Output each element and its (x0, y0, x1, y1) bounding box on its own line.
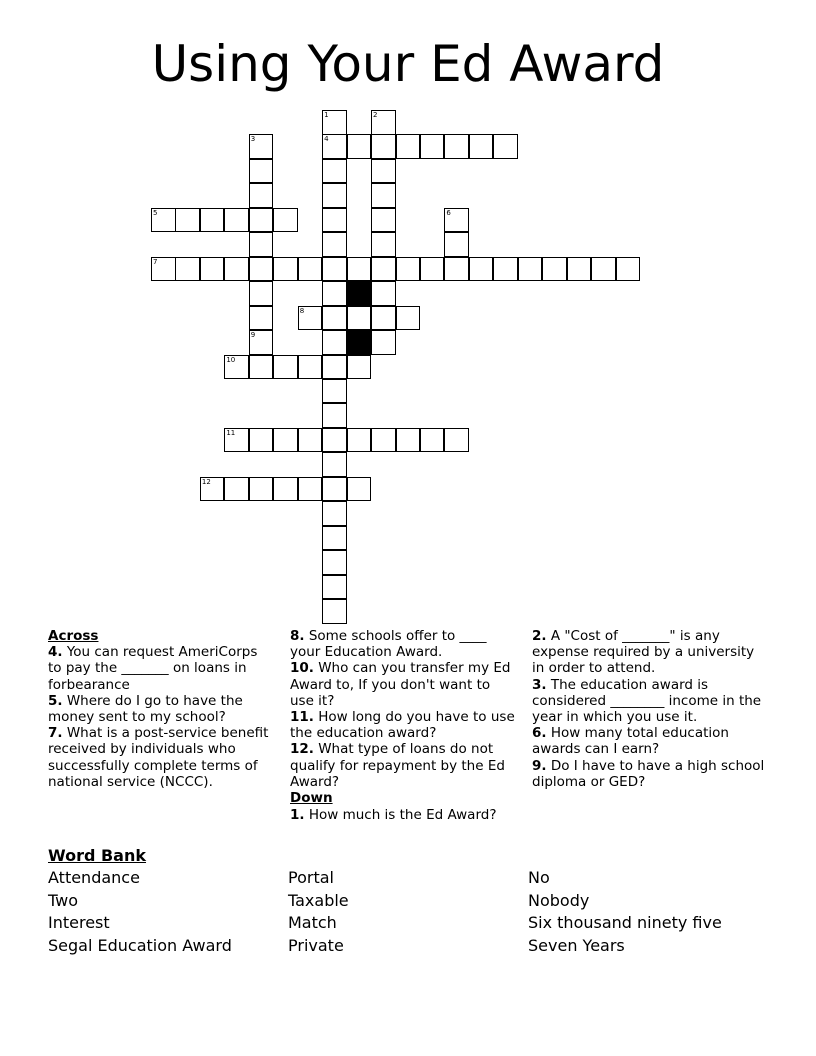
grid-cell[interactable] (518, 257, 543, 282)
clue-text: How much is the Ed Award? (304, 807, 497, 824)
clue-text: The education award is considered ________ income in the year in which you use it. (532, 676, 762, 726)
grid-cell[interactable] (273, 208, 298, 233)
grid-cell[interactable] (322, 599, 347, 624)
grid-cell[interactable] (347, 257, 372, 282)
grid-cell[interactable] (249, 330, 274, 355)
word-bank-column-1 (48, 867, 232, 958)
grid-cell[interactable] (371, 159, 396, 184)
grid-cell[interactable] (151, 257, 176, 282)
grid-cell[interactable] (371, 208, 396, 233)
word-bank-item: Private (288, 936, 344, 956)
grid-cell[interactable] (322, 257, 347, 282)
clues-column-1 (48, 628, 273, 790)
grid-cell[interactable] (273, 257, 298, 282)
grid-cell[interactable] (151, 208, 176, 233)
grid-cell[interactable] (273, 477, 298, 502)
cell-number: 7 (153, 257, 158, 266)
grid-cell[interactable] (273, 355, 298, 380)
grid-cell[interactable] (371, 183, 396, 208)
grid-cell[interactable] (616, 257, 641, 282)
grid-cell[interactable] (591, 257, 616, 282)
clue-text: You can request AmeriCorps to pay the _______ on loans in forbearance (48, 644, 258, 693)
down-heading: Down (290, 790, 333, 807)
clue-text: What type of loans do not qualify for repayment by the Ed Award? (290, 741, 505, 790)
cell-number: 1 (324, 111, 329, 119)
clue (532, 725, 770, 757)
grid-cell[interactable] (249, 208, 274, 233)
grid-cell[interactable] (224, 257, 249, 282)
grid-cell[interactable] (322, 134, 347, 159)
grid-cell[interactable] (469, 257, 494, 282)
grid-cell[interactable] (322, 281, 347, 306)
grid-cell[interactable] (249, 134, 274, 159)
grid-cell[interactable] (322, 428, 347, 453)
clue (290, 660, 518, 709)
clue-text: How many total education awards can I earn? (532, 725, 729, 758)
across-clue-list-1 (48, 644, 273, 790)
grid-cell[interactable] (347, 306, 372, 331)
grid-cell[interactable] (322, 526, 347, 551)
word-bank-column-3 (528, 867, 722, 958)
clue (290, 807, 518, 823)
grid-cell[interactable] (420, 257, 445, 282)
word-bank-item: Portal (288, 868, 334, 887)
word-bank-column-2 (288, 867, 349, 958)
grid-cell[interactable] (371, 306, 396, 331)
grid-cell[interactable] (322, 501, 347, 526)
clue-text: Do I have to have a high school diploma or GED? (532, 757, 765, 790)
grid-cell[interactable] (249, 477, 274, 502)
clue-number: 7. (48, 725, 63, 742)
across-clue-list-2 (290, 628, 518, 790)
grid-cell[interactable] (249, 159, 274, 184)
grid-cell[interactable] (371, 232, 396, 257)
grid-cell[interactable] (200, 257, 225, 282)
grid-cell[interactable] (322, 208, 347, 233)
grid-cell[interactable] (322, 477, 347, 502)
clue-text: A "Cost of _______" is any expense required by a university in order to attend. (532, 628, 755, 677)
clue-text: How long do you have to use the education award? (290, 709, 515, 742)
grid-cell[interactable] (298, 477, 323, 502)
grid-cell[interactable] (322, 575, 347, 600)
grid-cell[interactable] (175, 208, 200, 233)
grid-cell[interactable] (469, 134, 494, 159)
grid-cell[interactable] (347, 134, 372, 159)
cell-number: 11 (226, 428, 236, 437)
clue-number: 9. (532, 757, 547, 774)
down-clue-list-1 (290, 807, 518, 823)
clue (290, 628, 518, 660)
grid-cell[interactable] (396, 428, 421, 453)
word-bank-item: Six thousand ninety five (528, 913, 722, 933)
clue (48, 693, 273, 725)
grid-cell[interactable] (371, 281, 396, 306)
grid-cell[interactable] (444, 232, 469, 257)
grid-cell[interactable] (224, 355, 249, 380)
grid-cell[interactable] (347, 428, 372, 453)
grid-cell[interactable] (273, 428, 298, 453)
grid-cell[interactable] (420, 134, 445, 159)
grid-cell[interactable] (322, 232, 347, 257)
clues-column-3 (532, 628, 770, 790)
cell-number: 4 (324, 135, 329, 144)
grid-cell[interactable] (493, 134, 518, 159)
grid-cell[interactable] (322, 403, 347, 428)
grid-cell[interactable] (444, 257, 469, 282)
grid-cell[interactable] (493, 257, 518, 282)
grid-cell[interactable] (371, 257, 396, 282)
word-bank-item: Two (48, 890, 78, 910)
grid-cell[interactable] (249, 355, 274, 380)
grid-cell[interactable] (298, 428, 323, 453)
grid-cell[interactable] (396, 306, 421, 331)
grid-cell[interactable] (420, 428, 445, 453)
clue-number: 4. (48, 644, 63, 661)
grid-cell[interactable] (249, 183, 274, 208)
cell-number: 8 (299, 306, 305, 315)
grid-cell[interactable] (371, 110, 396, 135)
cell-number: 9 (250, 331, 256, 340)
grid-cell[interactable] (200, 208, 225, 233)
clue-text: Some schools offer to ____ your Education Award. (290, 628, 487, 661)
grid-cell[interactable] (371, 428, 396, 453)
grid-cell[interactable] (396, 257, 421, 282)
clue-number: 10. (290, 660, 314, 677)
word-bank-heading: Word Bank (48, 846, 147, 865)
cell-number: 3 (250, 135, 256, 144)
grid-cell[interactable] (542, 257, 567, 282)
grid-cell[interactable] (298, 306, 323, 331)
grid-cell[interactable] (347, 355, 372, 380)
clue-text: Where do I go to have the money sent to my school? (48, 692, 243, 726)
clue (532, 758, 770, 790)
word-bank-item: Taxable (288, 890, 349, 910)
grid-cell[interactable] (298, 257, 323, 282)
cell-number: 6 (446, 208, 451, 217)
clue-number: 2. (532, 628, 547, 644)
grid-cell[interactable] (444, 134, 469, 159)
grid-cell[interactable] (322, 550, 347, 575)
clue-number: 1. (290, 807, 305, 824)
black-cell (347, 281, 372, 306)
grid-cell[interactable] (322, 110, 347, 135)
grid-cell[interactable] (322, 355, 347, 380)
grid-cell[interactable] (224, 477, 249, 502)
grid-cell[interactable] (322, 159, 347, 184)
black-cell (347, 330, 372, 355)
cell-number: 10 (226, 355, 236, 364)
across-heading: Across (48, 628, 99, 644)
cell-number: 2 (373, 111, 378, 119)
clue-text: What is a post-service benefit received by individuals who successfully complete terms of national service (NCCC). (48, 725, 269, 790)
grid-cell[interactable] (347, 477, 372, 502)
page-title: Using Your Ed Award (151, 35, 665, 93)
grid-cell[interactable] (249, 281, 274, 306)
grid-cell[interactable] (444, 208, 469, 233)
grid-cell[interactable] (371, 330, 396, 355)
cell-number: 5 (153, 208, 158, 217)
grid-cell[interactable] (249, 257, 274, 282)
clue (48, 644, 273, 693)
grid-cell[interactable] (444, 428, 469, 453)
grid-cell[interactable] (322, 183, 347, 208)
clue (532, 628, 770, 677)
clue (290, 709, 518, 741)
grid-cell[interactable] (371, 134, 396, 159)
grid-cell[interactable] (249, 428, 274, 453)
grid-cell[interactable] (200, 477, 225, 502)
clue-number: 11. (290, 709, 314, 726)
clue-number: 8. (290, 628, 305, 644)
word-bank-item: Segal Education Award (48, 936, 232, 956)
clue-number: 3. (532, 676, 547, 693)
grid-cell[interactable] (322, 330, 347, 355)
clue (48, 725, 273, 790)
clue (290, 741, 518, 790)
word-bank-item: Attendance (48, 868, 140, 887)
grid-cell[interactable] (224, 428, 249, 453)
down-clue-list-2 (532, 628, 770, 790)
clue (532, 677, 770, 726)
grid-cell[interactable] (567, 257, 592, 282)
clues-column-2 (290, 628, 518, 823)
word-bank-item: No (528, 868, 550, 887)
word-bank-item: Nobody (528, 890, 590, 910)
grid-cell[interactable] (175, 257, 200, 282)
clue-text: Who can you transfer my Ed Award to, If you don't want to use it? (290, 660, 511, 709)
grid-cell[interactable] (298, 355, 323, 380)
cell-number: 12 (201, 477, 211, 486)
word-bank-item: Seven Years (528, 936, 625, 956)
grid-cell[interactable] (249, 232, 274, 257)
clue-number: 6. (532, 725, 547, 742)
grid-cell[interactable] (224, 208, 249, 233)
word-bank-item: Match (288, 913, 337, 933)
grid-cell[interactable] (322, 379, 347, 404)
grid-cell[interactable] (322, 306, 347, 331)
word-bank-item: Interest (48, 913, 110, 933)
clue-number: 12. (290, 741, 314, 758)
clue-number: 5. (48, 692, 63, 709)
grid-cell[interactable] (322, 452, 347, 477)
grid-cell[interactable] (396, 134, 421, 159)
grid-cell[interactable] (249, 306, 274, 331)
